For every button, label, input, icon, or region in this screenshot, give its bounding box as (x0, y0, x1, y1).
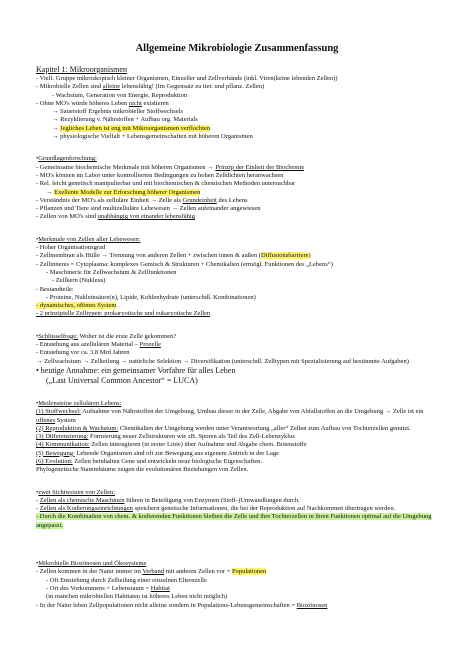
grundlagen-section (36, 155, 438, 221)
schluesselfrage-section (36, 333, 438, 386)
milestone-item: (6) Evolution: Zellen beinhalten Gene und entwickeln neue biologische Eigenschaften. (36, 457, 262, 465)
text-line: - Entstehung aus azellulären Material – Prozelle (36, 341, 161, 349)
text-line: - Zellkern (Nukleus) (52, 277, 106, 285)
text-line: - Zellen kommen in der Natur immer im Verband mit anderen Zellen vor = Populationen (36, 568, 267, 576)
section-heading: •Mikrobielle Biozönosen und Ökosysteme (36, 560, 147, 568)
text-line: („Last Universal Common Ancestor“ = LUCA) (46, 375, 198, 385)
highlight: - Durch die Kombination von chem. & kodierenden Funktionen bleiben die Zelle und ihre Tochterzellen in ihren Funktionen optimal auf die Umgebung angepasst. (36, 513, 432, 529)
text-line: - Vielf. Gruppe mikroskopisch kleiner Organismen, Einzeller und Zellverbände (inkl. Viren(keine lebenden Zellen)) (36, 75, 338, 82)
text-line: - MO's können im Labor unter kontrollierten Bedingungen zu hohen Zelldichten heranwachsen (36, 171, 284, 179)
text-line: → physiologische Vielfalt + Lebensgemeinschaften mit höheren Organismen (52, 133, 253, 141)
document-title: Allgemeine Mikrobiologie Zusammenfassung (135, 43, 339, 54)
text-line: - Zellinneres = Cytoplasma: komplexes Gemisch & Strukturen + Chemikalien (ermögl. Funktionen des „Lebens“) (36, 260, 333, 268)
biozoenosen-section (36, 560, 438, 610)
text-line: - Oft Entstehung durch Zellteilung einer einzelnen Elternzelle (46, 576, 207, 584)
section-heading: •Schlüsselfrage: Woher ist die erste Zelle gekommen? (36, 332, 177, 340)
text-line (36, 302, 438, 310)
text-line: • heutige Annahme: ein gemeinsamer Vorfahre für alles Leben (36, 365, 236, 375)
text-line: - Rel. leicht genetisch manipulierbar und mit biochemischen & chemischen Methoden untersuchbar (36, 180, 296, 188)
text-line: - Wachstum, Generation von Energie, Reproduktion (52, 91, 188, 99)
text-line: - Gemeinsame biochemische Merkmale mit höheren Organismen → Prinzip der Einheit der Biochemie (36, 163, 305, 171)
section-heading: •Grundlagenforschung: (36, 155, 97, 163)
text-line: - Zellen von MO's sind unabhängig von einander lebensfähig (36, 213, 195, 221)
text-line: - Mikrobielle Zellen sind alleine lebensfähig! (Im Gegensatz zu tier. und pflanz. Zellen) (36, 83, 265, 91)
intro-section (36, 75, 438, 141)
milestone-item: (3) Differenzierung: Formierung neuer Zellstrukturen wie zB. Sporen als Teil des Zell-Lebenzyklus (36, 433, 295, 441)
highlight: Jegliches Leben ist eng mit Mikroorganismen verflochten (60, 124, 211, 132)
text-line: - Maschinerie für Zellwachstum & Zellfunktionen (46, 268, 177, 276)
milestone-item: (1) Stoffwechsel: Aufnahme von Nährstoffen der Umgebung, Umbau dieser in der Zelle, Abgabe von Abfallstoffen an die Umgebung → Zelle ist ein offenes System (36, 408, 424, 424)
text-line: - In der Natur leben Zellpopulationen nicht alleine sondern in Populations-Lebensgemeinschaften = Biozönosen (36, 601, 328, 609)
highlight: Exellente Modelle zur Erforschung höherer Organismen (54, 188, 201, 196)
text-line: → Sauerstoff Ergebnis mikrobieller Stoffwechsels (52, 108, 184, 116)
text-line: - Zellen als Kodierungseinrichtungen speichern genetische Informationen, die bei der Reproduktion auf Nachkommen übertragen werden. (36, 505, 396, 513)
highlight: Populationen (231, 568, 267, 576)
text-line: Phylogenetische Stammbäume zeigen die evolutionären Beziehungen von Zellen. (36, 466, 249, 474)
milestone-item: (4) Kommunikation: Zellen interagieren (in erster Linie) über Aufnahme und Abgabe chem. Botenstoffe (36, 441, 307, 449)
text-line: - Zellen als chemische Maschinen führen in Beteiligung von Enzymen (Stoff-)Umwandlungen durch. (36, 496, 300, 504)
text-line: - Verständnis der MO's als zelluläre Einheit → Zelle als Grundeinheit des Lebens (36, 196, 248, 204)
text-line: - Pflanzen und Tiere sind multizelluläre Lebewesen → Zellen aufeinander angewiesen (36, 205, 261, 213)
section-heading: •zwei Sichtweisen von Zellen: (36, 488, 115, 496)
text-line: - Entstehung vor ca. 3.8 Mrd Jahren (36, 349, 130, 357)
text-line: → Zellwachstum → Zellteilung → natürliche Selektion → Diversifikation (unterschdl. Zelltypen mit Spezialisierung auf bestimmte Aufgaben) (36, 357, 409, 365)
text-line: → Jegliches Leben ist eng mit Mikroorganismen verflochten (52, 124, 211, 132)
milestone-item: (2) Reproduktion & Wachstum: Chemikalien der Umgebung werden unter Verantwortung „aller“ Zellen zum Aufbau von Tochterzellen genutzt. (36, 424, 411, 432)
highlight: - dynamisches, offenes System (36, 302, 117, 310)
text-line: - Ort des Vorkommens = Lebensraum = Habitat (46, 584, 170, 592)
merkmale-section (36, 236, 438, 319)
text-line: - Bestandteile: (36, 285, 74, 293)
milestone-item: (5) Bewegung: Lebende Organismen sind oft zur Bewegung aus eigenem Antrieb in der Lage (36, 449, 280, 457)
text-line: - Ohne MO's würde höheres Leben nicht existieren (36, 99, 169, 107)
text-line: → Exellente Modelle zur Erforschung höherer Organismen (46, 188, 201, 196)
highlight: Diffusionsbarriere (260, 252, 309, 260)
sichtweisen-section (36, 489, 438, 530)
section-heading: •Merkmale von Zellen aller Lebewesen: (36, 235, 141, 243)
text-line: - Hoher Organisationsgrad (36, 244, 106, 252)
text-line: - Proteine, Nukleinsäure(n), Lipide, Kohlenhydrate (unterschdl. Kombinationen) (46, 293, 256, 301)
text-line (36, 513, 438, 530)
text-line: (in manchen mikrobiellen Habitaten ist höheres Leben nicht möglich) (46, 593, 228, 601)
text-line: - Zellmembran als Hülle → Trennung von anderen Zellen + zwischen innen & außen (Diffusionsbarriere) (36, 252, 311, 260)
section-heading: •Meilensteine zellulären Lebens: (36, 399, 122, 407)
meilensteine-section (36, 400, 438, 475)
text-line: - 2 prinzipielle Zelltypen: prokaryotische und eukaryotische Zellen (36, 310, 211, 318)
chapter-heading: Kapitel 1: Mikroorganismen (36, 65, 127, 74)
text-line: → Rezyklierung v. Nährstoffen + Aufbau org. Materials (52, 116, 198, 124)
